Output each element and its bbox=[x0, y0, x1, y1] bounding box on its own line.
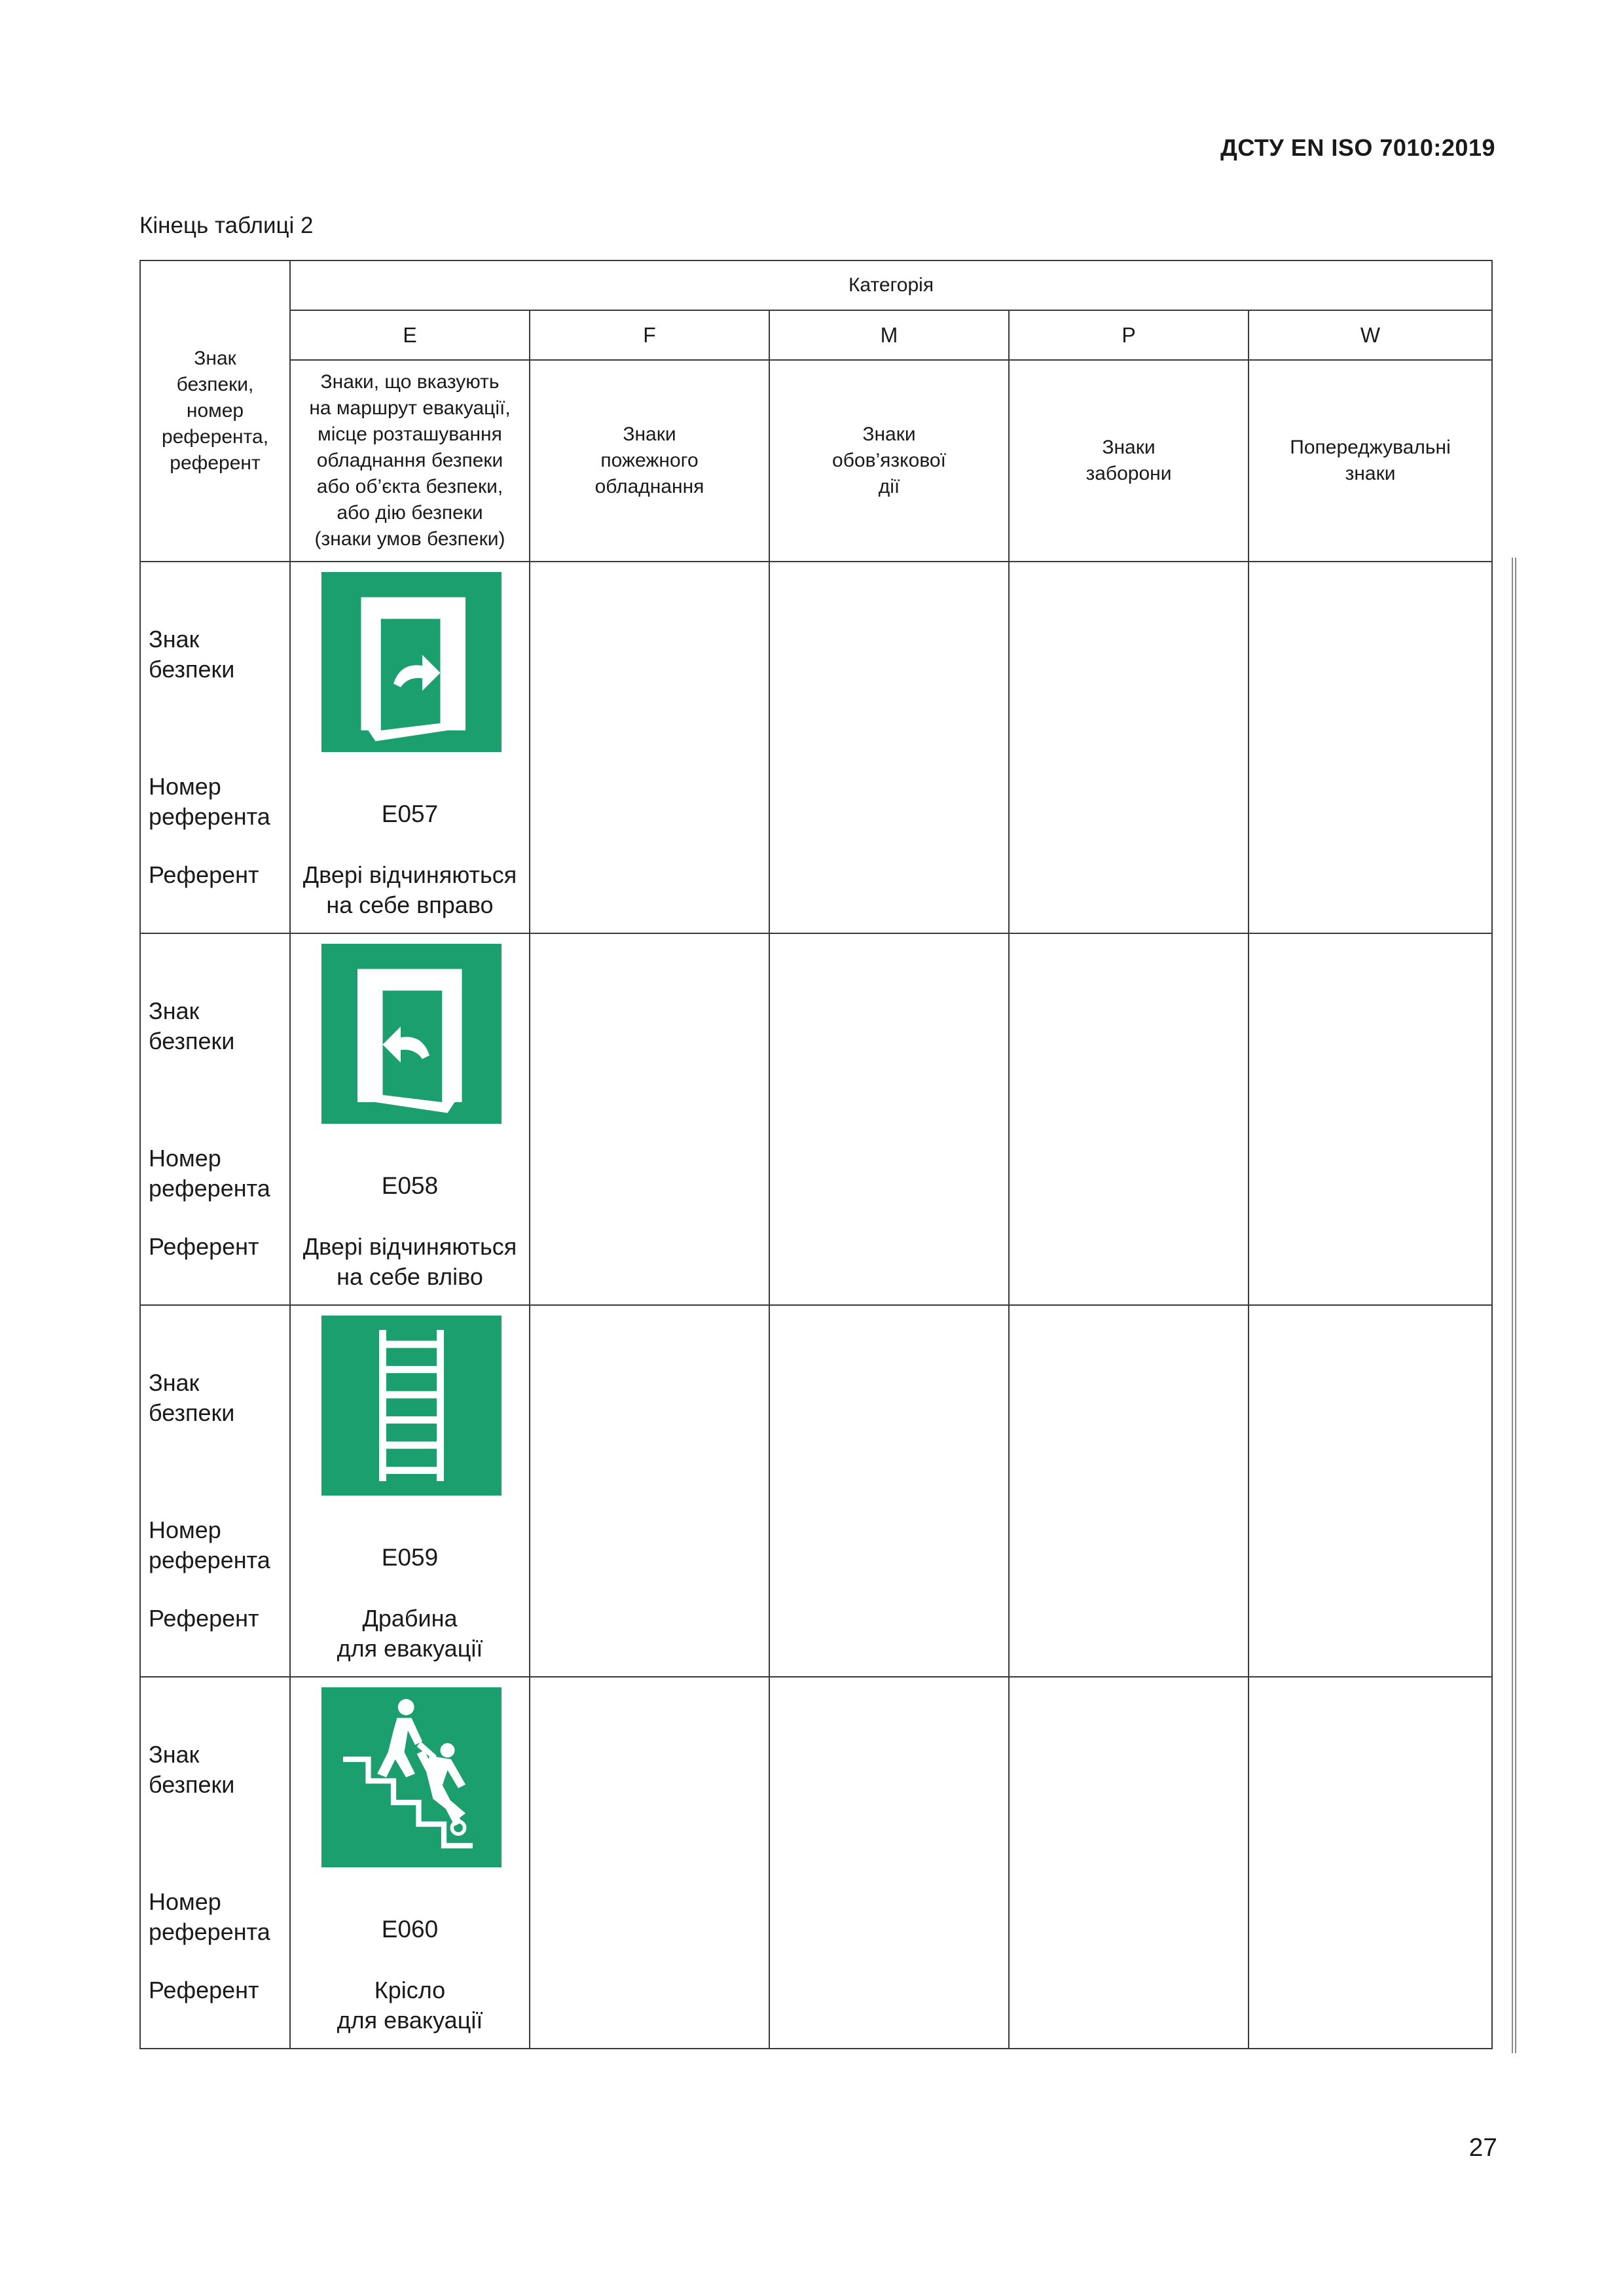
signs-table bbox=[139, 260, 1493, 2049]
row-labels: Знак безпеки Номер референта Референт bbox=[140, 1305, 290, 1677]
column-letter-p: P bbox=[1009, 310, 1249, 360]
column-desc-f: Знаки пожежного обладнання bbox=[530, 360, 769, 562]
margin-rule bbox=[1512, 558, 1516, 2053]
escape-ladder-icon bbox=[321, 1316, 501, 1496]
referent-text: Двері відчиняються на себе вліво bbox=[302, 1233, 517, 1290]
column-letter-f: F bbox=[530, 310, 769, 360]
page-number: 27 bbox=[1468, 2134, 1497, 2162]
column-letter-w: W bbox=[1249, 310, 1492, 360]
column-desc-p: Знаки заборони bbox=[1009, 360, 1249, 562]
row-labels: Знак безпеки Номер референта Референт bbox=[140, 562, 290, 933]
column-desc-w: Попереджувальні знаки bbox=[1249, 360, 1492, 562]
row-labels: Знак безпеки Номер референта Референт bbox=[140, 933, 290, 1305]
sign-cell bbox=[290, 1677, 530, 2049]
table-row bbox=[140, 1677, 1492, 2049]
column-desc-m: Знаки обов’язкової дії bbox=[769, 360, 1009, 562]
door-pull-right-icon bbox=[321, 572, 501, 752]
referent-text: Крісло для евакуації bbox=[337, 1977, 483, 2034]
door-pull-left-icon bbox=[321, 944, 501, 1124]
referent-text: Драбина для евакуації bbox=[337, 1605, 483, 1662]
table-caption: Кінець таблиці 2 bbox=[139, 213, 314, 238]
referent-text: Двері відчиняються на себе вправо bbox=[302, 861, 517, 918]
sign-cell bbox=[290, 562, 530, 933]
evacuation-chair-icon bbox=[321, 1687, 501, 1867]
category-header: Категорія bbox=[290, 260, 1492, 310]
table-row bbox=[140, 562, 1492, 933]
referent-number: E058 bbox=[381, 1172, 439, 1199]
column-letter-e: E bbox=[290, 310, 530, 360]
column-letter-m: M bbox=[769, 310, 1009, 360]
referent-number: E059 bbox=[381, 1544, 439, 1571]
sign-cell bbox=[290, 933, 530, 1305]
table-row bbox=[140, 933, 1492, 1305]
standard-code: ДСТУ EN ISO 7010:2019 bbox=[1220, 134, 1495, 161]
first-column-header: Знак безпеки, номер референта, референт bbox=[140, 260, 290, 562]
referent-number: E057 bbox=[381, 800, 439, 827]
column-desc-e: Знаки, що вказують на маршрут евакуації, місце розташування обладнання безпеки або об’єкта безпеки, або дію безпеки (знаки умов безпеки) bbox=[290, 360, 530, 562]
referent-number: E060 bbox=[381, 1916, 439, 1943]
table-row bbox=[140, 1305, 1492, 1677]
row-labels: Знак безпеки Номер референта Референт bbox=[140, 1677, 290, 2049]
sign-cell bbox=[290, 1305, 530, 1677]
